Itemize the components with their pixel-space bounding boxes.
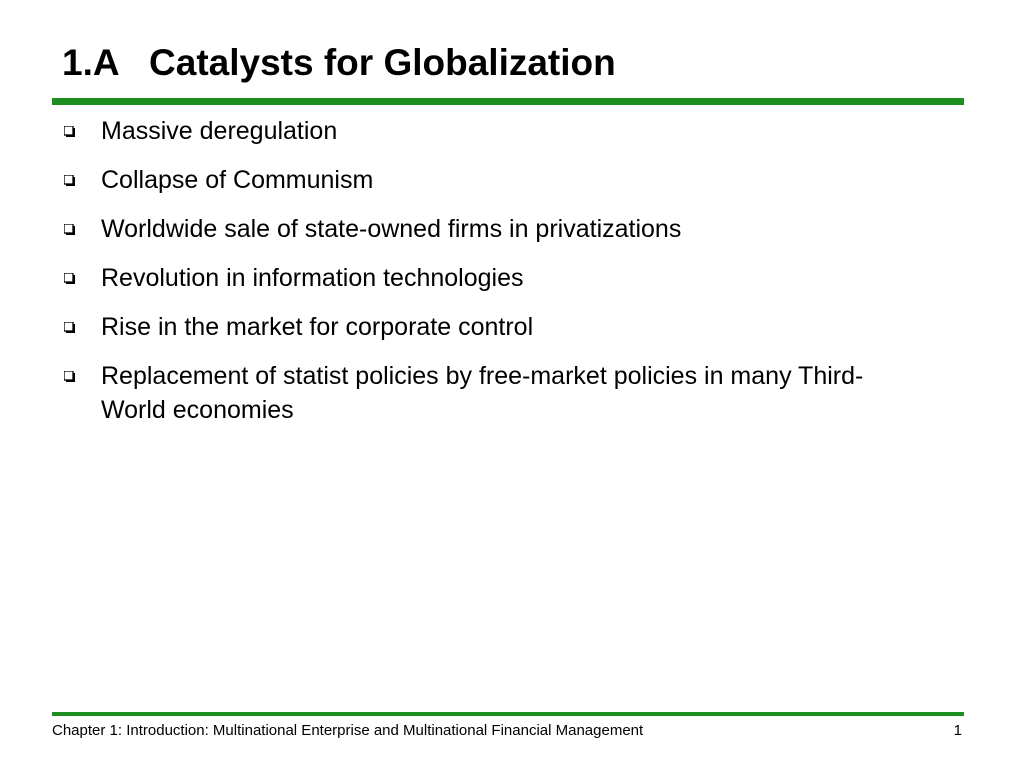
list-item	[62, 359, 922, 427]
list-item	[62, 212, 922, 246]
bullet-list	[62, 114, 922, 442]
slide-title: 1.A Catalysts for Globalization	[62, 42, 616, 83]
page-number: 1	[953, 722, 962, 739]
bullet-text: Collapse of Communism	[101, 166, 374, 194]
hollow-square-bullet-icon	[64, 371, 75, 382]
footer-divider	[52, 712, 964, 716]
title-divider	[52, 98, 964, 105]
list-item	[62, 163, 922, 197]
bullet-text: Replacement of statist policies by free-market policies in many Third-World economies	[101, 362, 864, 424]
bullet-text: Worldwide sale of state-owned firms in privatizations	[101, 215, 682, 243]
hollow-square-bullet-icon	[64, 322, 75, 333]
hollow-square-bullet-icon	[64, 273, 75, 284]
hollow-square-bullet-icon	[64, 224, 75, 235]
list-item	[62, 310, 922, 344]
bullet-text: Massive deregulation	[101, 117, 338, 145]
hollow-square-bullet-icon	[64, 175, 75, 186]
hollow-square-bullet-icon	[64, 126, 75, 137]
bullet-text: Revolution in information technologies	[101, 264, 524, 292]
bullet-text: Rise in the market for corporate control	[101, 313, 534, 341]
footer-chapter-text: Chapter 1: Introduction: Multinational Enterprise and Multinational Financial Management	[52, 722, 644, 739]
list-item	[62, 261, 922, 295]
list-item	[62, 114, 922, 148]
